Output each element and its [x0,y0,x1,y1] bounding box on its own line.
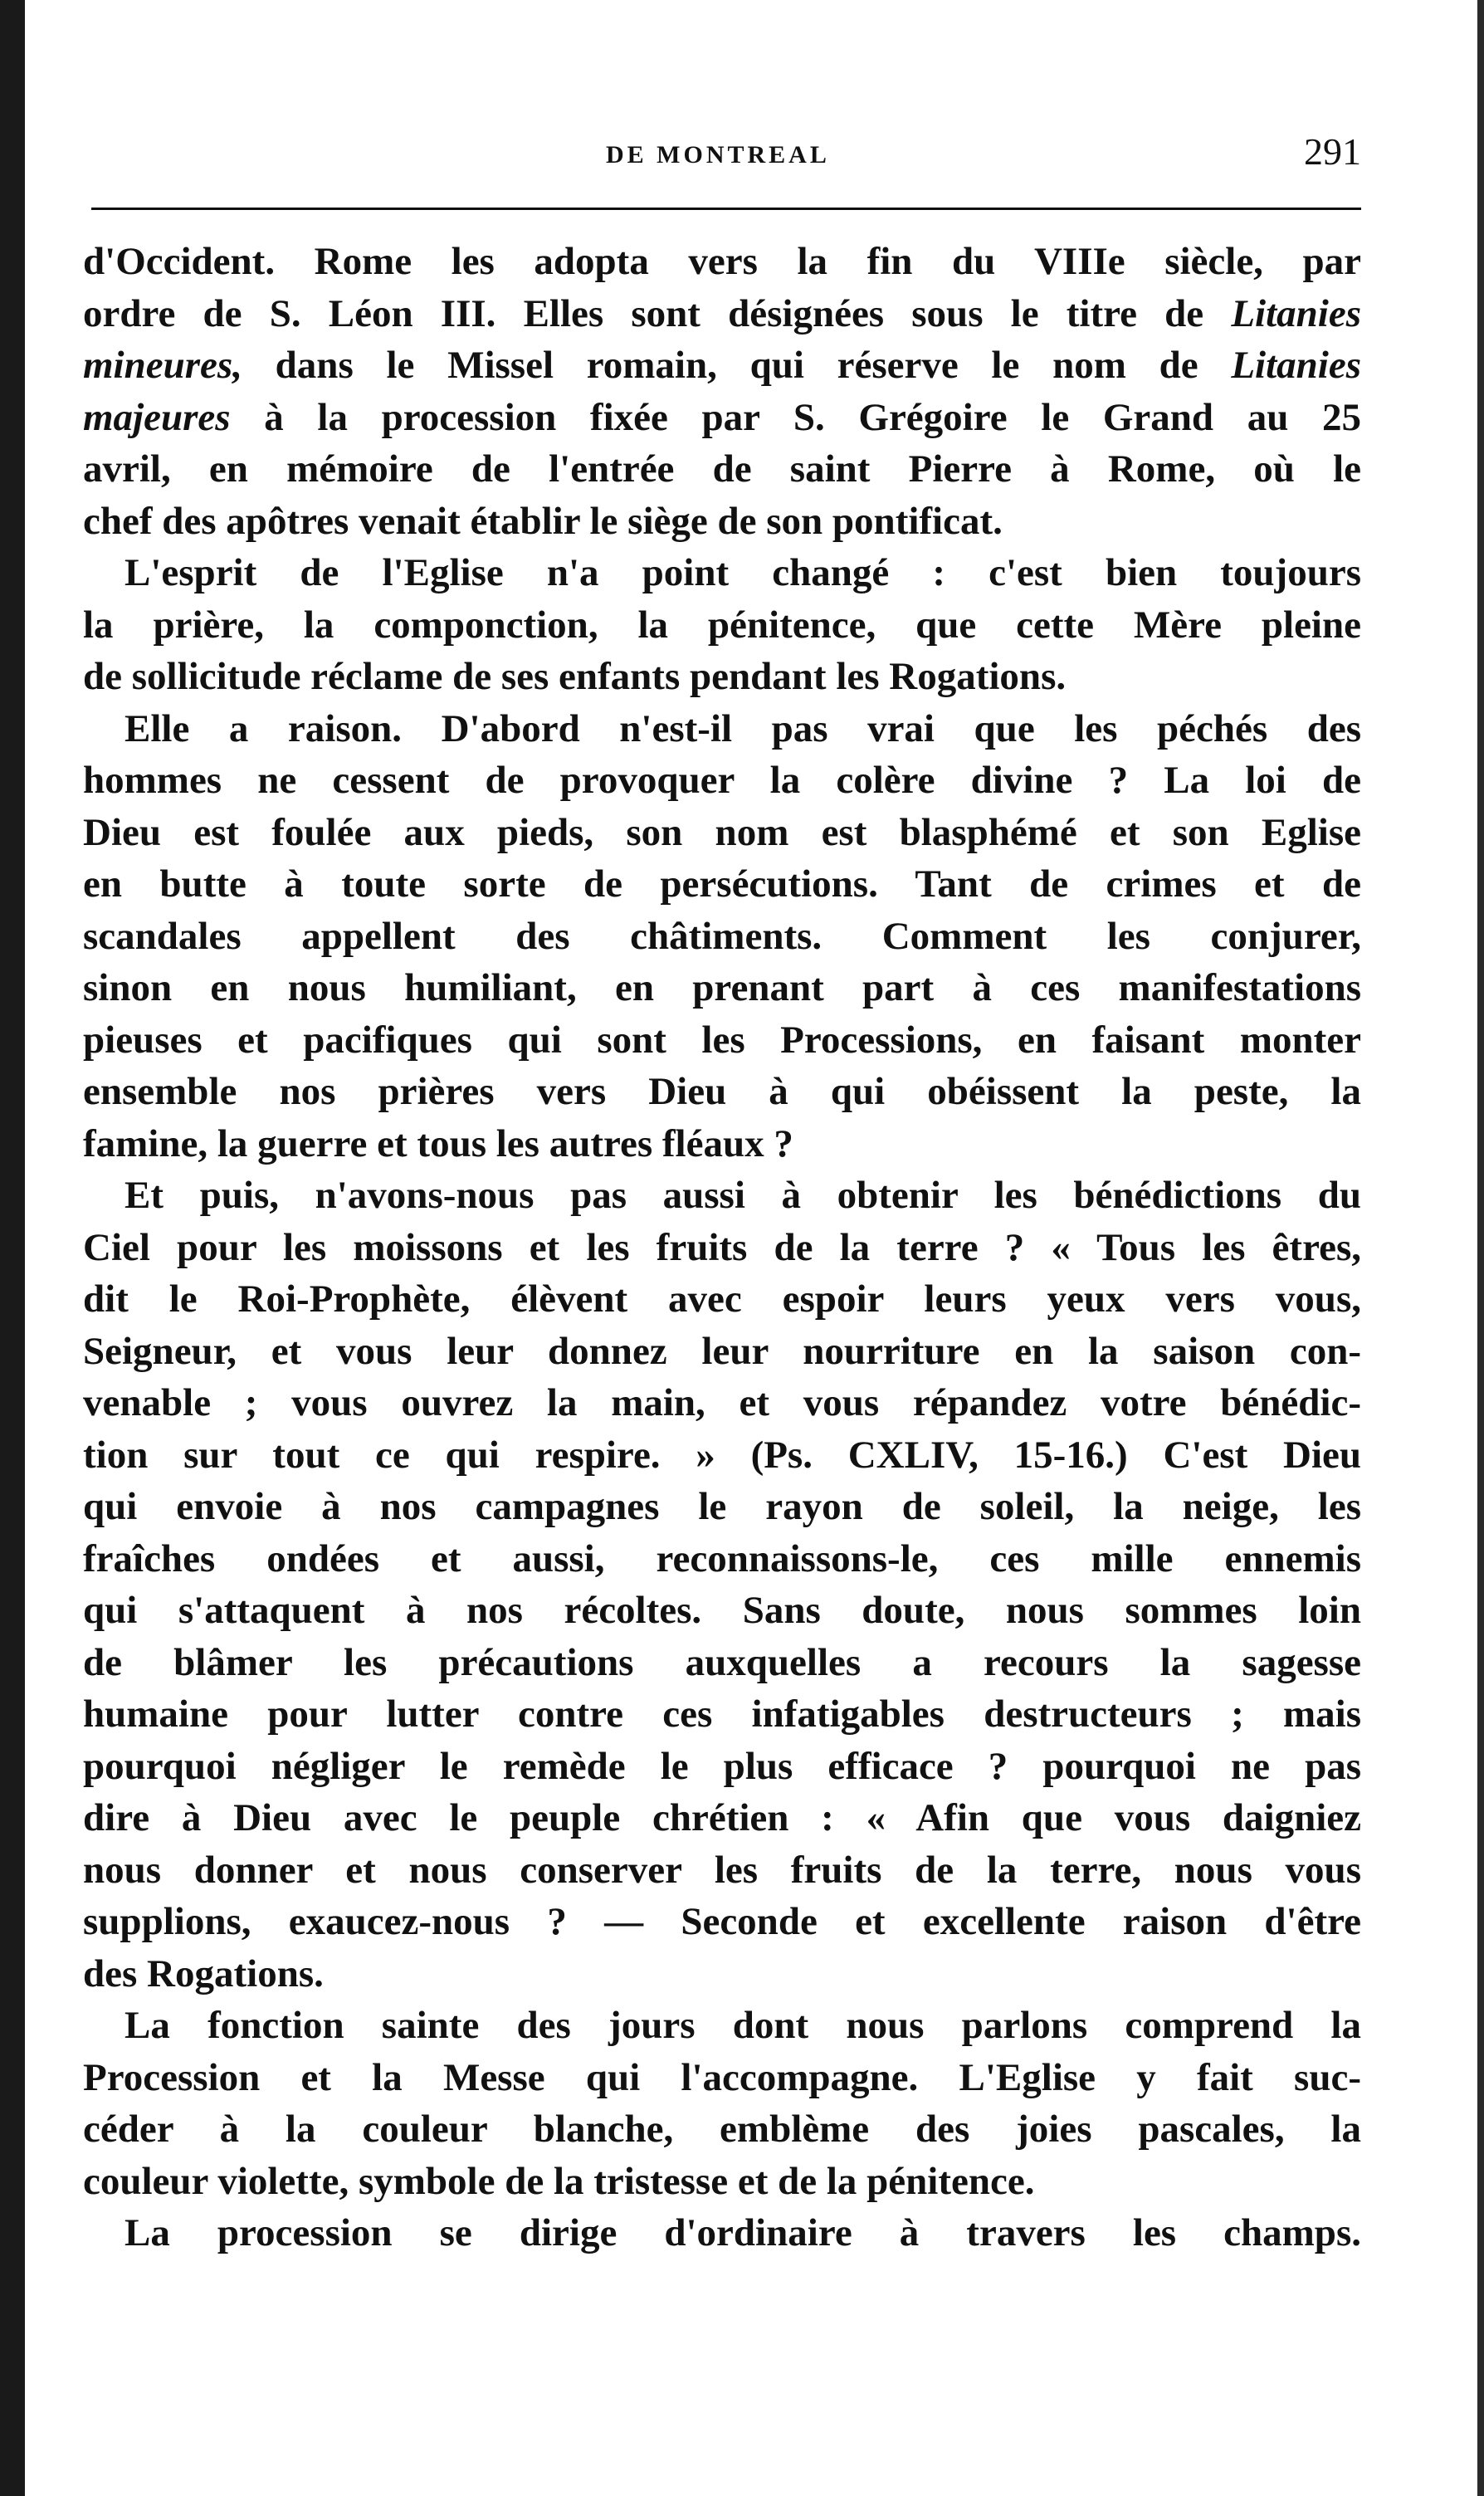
text-line: tion sur tout ce qui respire. » (Ps. CXLIV, 15-16.) C'est Dieu [83,1433,1361,1477]
text-line: Procession et la Messe qui l'accompagne. L'Eglise y fait suc- [83,2055,1361,2099]
text-line: avril, en mémoire de l'entrée de saint Pierre à Rome, où le [83,447,1361,491]
body-text [83,236,1361,2259]
text-line: pieuses et pacifiques qui sont les Processions, en faisant monter [83,1018,1361,1062]
text-line: Seigneur, et vous leur donnez leur nourriture en la saison con- [83,1329,1361,1373]
text-line: dit le Roi-Prophète, élèvent avec espoir leurs yeux vers vous, [83,1277,1361,1321]
italic-term: Litanies [1231,344,1361,387]
text-line: pourquoi négliger le remède le plus efficace ? pourquoi ne pas [83,1744,1361,1788]
text-line: L'esprit de l'Eglise n'a point changé : c'est bien toujours [124,551,1361,594]
text-line: supplions, exaucez-nous ? — Seconde et excellente raison d'être [83,1900,1361,1943]
text-line: sinon en nous humiliant, en prenant part à ces manifestations [83,966,1361,1009]
text-line: Elle a raison. D'abord n'est-il pas vrai que les péchés des [124,706,1361,750]
text-line: d'Occident. Rome les adopta vers la fin du VIIIe siècle, par [83,240,1361,283]
text-line: Dieu est foulée aux pieds, son nom est blasphémé et son Eglise [83,810,1361,854]
text-line: céder à la couleur blanche, emblème des joies pascales, la [83,2108,1361,2151]
text-line: couleur violette, symbole de la tristesse et de la pénitence. [83,2159,1035,2203]
text-line: Et puis, n'avons-nous pas aussi à obtenir les bénédictions du [124,1174,1361,1217]
text-line: La fonction sainte des jours dont nous parlons comprend la [124,2004,1361,2047]
page-header [91,125,1361,183]
text-line: dire à Dieu avec le peuple chrétien : « Afin que vous daigniez [83,1796,1361,1839]
text-line: des Rogations. [83,1951,324,1995]
text-line: humaine pour lutter contre ces infatigables destructeurs ; mais [83,1692,1361,1736]
text-line: en butte à toute sorte de persécutions. Tant de crimes et de [83,862,1361,906]
text-line: venable ; vous ouvrez la main, et vous répandez votre bénédic- [83,1381,1361,1424]
text-line: scandales appellent des châtiments. Comment les conjurer, [83,914,1361,958]
text-line: ensemble nos prières vers Dieu à qui obéissent la peste, la [83,1070,1361,1113]
running-head: DE MONTREAL [606,141,830,169]
italic-term: mineures, [83,344,242,387]
text-line: de sollicitude réclame de ses enfants pendant les Rogations. [83,655,1067,698]
text-line: qui envoie à nos campagnes le rayon de soleil, la neige, les [83,1485,1361,1528]
text-line: fraîches ondées et aussi, reconnaissons-le, ces mille ennemis [83,1536,1361,1580]
header-rule [91,208,1361,210]
text-line: qui s'attaquent à nos récoltes. Sans doute, nous sommes loin [83,1589,1361,1632]
text-line: la prière, la componction, la pénitence, que cette Mère pleine [83,603,1361,647]
text-line: Ciel pour les moissons et les fruits de la terre ? « Tous les êtres, [83,1225,1361,1269]
text-line: ordre de S. Léon III. Elles sont désignées sous le titre de Litanies [83,291,1361,335]
text-line: hommes ne cessent de provoquer la colère divine ? La loi de [83,759,1361,802]
italic-term: Litanies [1231,291,1361,335]
page-number: 291 [1304,130,1361,173]
italic-term: majeures [83,395,231,439]
text-line: La procession se dirige d'ordinaire à travers les champs. [124,2211,1361,2254]
text-line: majeures à la procession fixée par S. Grégoire le Grand au 25 [83,395,1361,439]
page-edge-left [0,0,25,2496]
page-edge-right [1477,0,1484,2496]
text-line: mineures, dans le Missel romain, qui réserve le nom de Litanies [83,344,1361,387]
text-line: nous donner et nous conserver les fruits de la terre, nous vous [83,1848,1361,1892]
text-line: de blâmer les précautions auxquelles a recours la sagesse [83,1640,1361,1684]
text-line: chef des apôtres venait établir le siège de son pontificat. [83,499,1003,543]
text-line: famine, la guerre et tous les autres fléaux ? [83,1121,793,1165]
